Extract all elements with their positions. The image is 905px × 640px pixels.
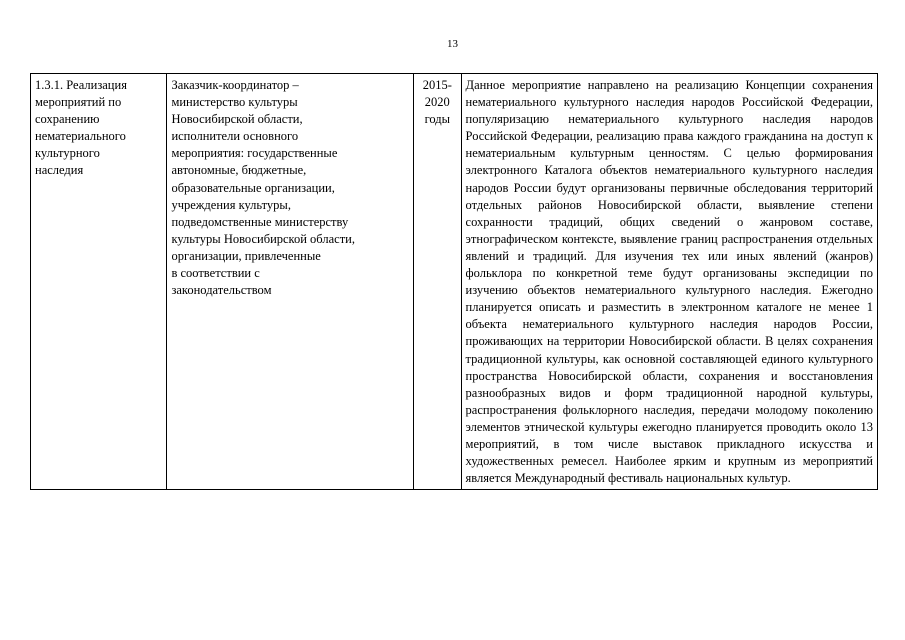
description-text: Данное мероприятие направлено на реализацию Концепции сохранения нематериального культурного наследия народов Российской Федерации, популяризацию нематериального культурного наследия народов Российской Федерации, реализацию права каждого гражданина на доступ к нематериальным культурным ценностям. С целью формирования электронного Каталога объектов нематериального культурного наследия народов России будут организованы первичные обследования территорий отдельных районов Новосибирской области, выявление степени сохранности традиций, общих сведений о жанровом составе, этнографическом контексте, выявление границ распространения отдельных явлений и традиций. Для изучения тех или иных явлений (жанров) фольклора по конкретной теме будут организованы экспедиции по изучению объектов нематериального культурного наследия. Ежегодно планируется описать и разместить в электронном каталоге не менее 1 объекта нематериального культурного наследия народов России, проживающих на территории Новосибирской области. В целях сохранения традиционной культуры, как основной составляющей единого культурного пространства Новосибирской области, сохранения и восстановления разнообразных видов и форм традиционной народной культуры, распространения фольклорного наследия, передачи молодому поколению элементов этнической культуры ежегодно планируется проводить около 13 мероприятий, в том числе выставок прикладного искусства и художественных ремесел. Наиболее ярким и крупным из мероприятий является Международный фестиваль национальных культур. (465, 78, 873, 486)
responsible-cell: Заказчик-координатор – министерство культуры Новосибирской области, исполнители основного мероприятия: государственные автономные, бюджетные, образовательные организации, учреждения культуры, подведомственные министерству культуры Новосибирской области, организации, привлеченные в соответствии с законодательством (167, 74, 414, 490)
page-number: 13 (447, 38, 458, 50)
program-table (30, 73, 878, 490)
period-cell: 2015- 2020 годы (414, 74, 462, 490)
table-row (31, 74, 878, 490)
description-cell (461, 74, 877, 490)
item-cell: 1.3.1. Реализация мероприятий по сохранению нематериального культурного наследия (31, 74, 167, 490)
